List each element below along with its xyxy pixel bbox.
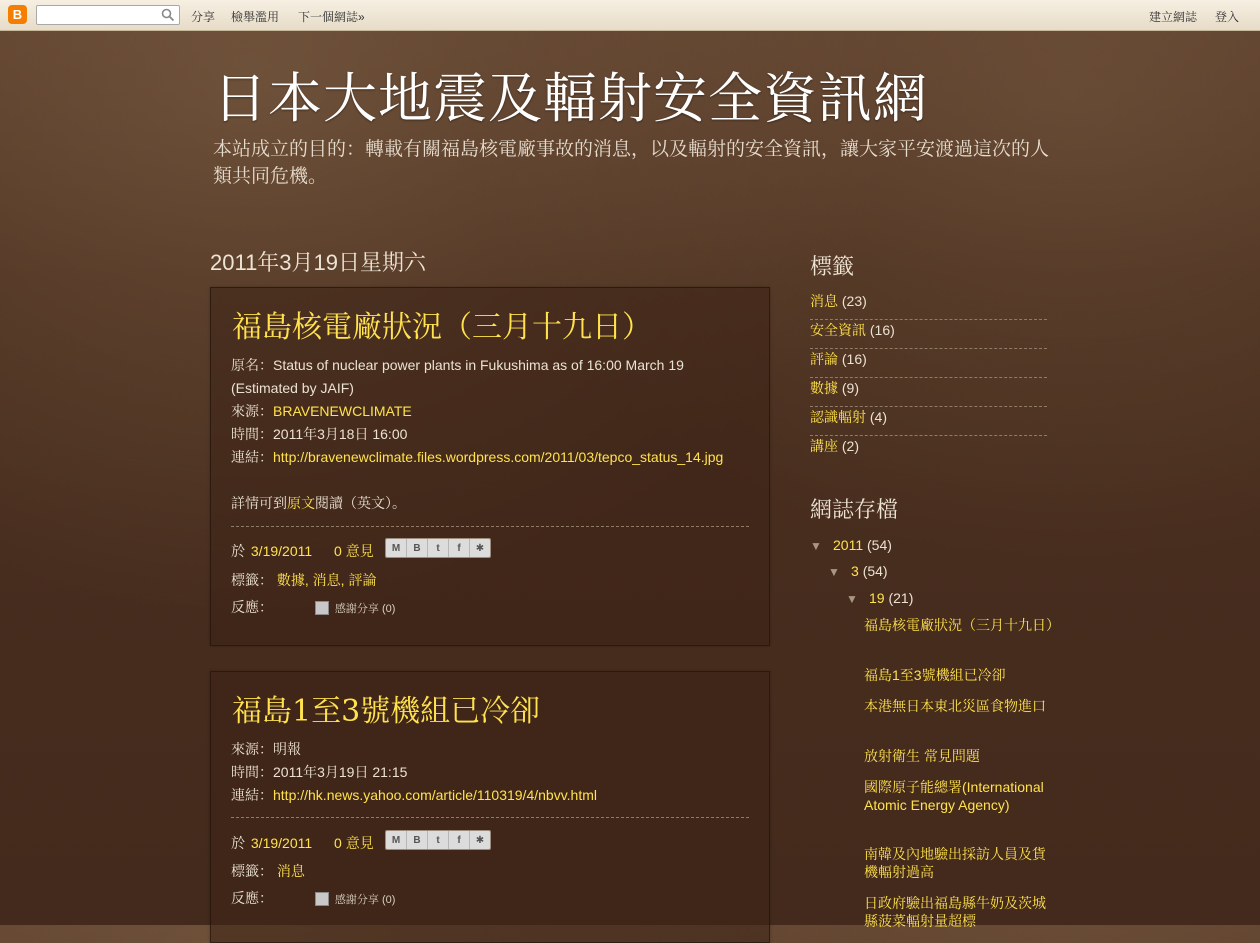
label-link[interactable]: 安全資訊 [810, 322, 866, 338]
email-icon[interactable]: M [386, 539, 407, 557]
twitter-icon[interactable]: t [428, 831, 449, 849]
archive-month-count: (54) [862, 563, 888, 579]
archive-day-link[interactable]: 19 [869, 590, 885, 606]
reactions-label: 反應： [231, 890, 273, 906]
archive-post-link[interactable]: 福島核電廠狀況（三月十九日） [864, 617, 1060, 633]
source-value: 明報 [273, 741, 301, 757]
share-link[interactable]: 分享 [191, 10, 216, 24]
reaction-checkbox[interactable] [315, 892, 329, 906]
blogger-navbar [0, 0, 1260, 31]
twitter-icon[interactable]: t [428, 539, 449, 557]
blogthis-icon[interactable]: B [407, 831, 428, 849]
date-header: 2011年3月19日星期六 [210, 250, 427, 275]
label-item [810, 320, 1047, 349]
archive-post-link[interactable]: 南韓及內地驗出採訪人員及貨機輻射過高 [864, 846, 1046, 880]
original-name-text-cont: (Estimated by JAIF) [231, 380, 354, 396]
detail-text: 詳情可到 [231, 495, 287, 511]
detail-text-end: 閱讀（英文）。 [315, 495, 406, 511]
link-label: 連結： [231, 449, 273, 465]
reaction-text: 感謝分享 (0) [334, 894, 396, 906]
post-date-link[interactable]: 3/19/2011 [250, 543, 313, 559]
post-date-link[interactable]: 3/19/2011 [250, 835, 313, 851]
label-count: (9) [841, 380, 860, 396]
search-input[interactable] [36, 5, 180, 25]
post-footer-date [231, 541, 374, 561]
comments-link[interactable]: 0 意見 [334, 835, 374, 851]
label-item [810, 407, 1047, 436]
post-body [231, 738, 756, 807]
time-value: 2011年3月18日 16:00 [273, 426, 408, 442]
facebook-icon[interactable]: f [449, 539, 470, 557]
source-link[interactable]: BRAVENEWCLIMATE [273, 403, 412, 419]
label-link[interactable]: 認識輻射 [810, 409, 866, 425]
collapse-triangle-icon[interactable]: ▼ [846, 592, 858, 606]
blogthis-icon[interactable]: B [407, 539, 428, 557]
label-item [810, 378, 1047, 407]
post-body [231, 354, 756, 515]
post-divider [231, 526, 749, 527]
label-link[interactable]: 講座 [810, 438, 838, 454]
report-abuse-link[interactable]: 檢舉濫用 [231, 10, 280, 24]
post-title[interactable]: 福島核電廠狀況（三月十九日） [232, 310, 652, 345]
label-link[interactable]: 消息 [810, 293, 838, 309]
post-reactions [231, 597, 395, 617]
labels-label: 標籤： [231, 863, 273, 879]
post-footer-date [231, 833, 374, 853]
post-labels-links[interactable]: 數據, 消息, 評論 [276, 572, 377, 588]
original-name-text: Status of nuclear power plants in Fukushima as of 16:00 March 19 [273, 357, 684, 373]
archive-heading: 網誌存檔 [810, 497, 899, 522]
label-link[interactable]: 評論 [810, 351, 838, 367]
collapse-triangle-icon[interactable]: ▼ [810, 539, 822, 553]
label-item [810, 349, 1047, 378]
buzz-icon[interactable]: ✱ [470, 831, 490, 849]
archive-post-link[interactable]: 福島1至3號機組已冷卻 [864, 667, 1006, 683]
time-label: 時間： [231, 426, 273, 442]
label-count: (2) [841, 438, 860, 454]
source-label: 來源： [231, 403, 273, 419]
label-link[interactable]: 數據 [810, 380, 838, 396]
archive-month [828, 563, 888, 579]
next-blog-link[interactable]: 下一個網誌» [298, 10, 365, 24]
post-title[interactable]: 福島1至3號機組已冷卻 [232, 694, 541, 729]
archive-day-count: (21) [888, 590, 914, 606]
time-value: 2011年3月19日 21:15 [273, 764, 408, 780]
email-icon[interactable]: M [386, 831, 407, 849]
archive-day [846, 590, 913, 606]
blog-description: 本站成立的目的：轉載有關福島核電廠事故的消息，以及輻射的安全資訊，讓大家平安渡過這次的人類共同危機。 [213, 139, 1050, 187]
post-labels-links[interactable]: 消息 [276, 863, 305, 879]
at-label: 於 [231, 543, 245, 559]
sign-in-link[interactable]: 登入 [1215, 10, 1240, 24]
post-card [210, 287, 770, 646]
post-divider [231, 817, 749, 818]
label-item [810, 291, 1047, 320]
archive-post-link[interactable]: 日政府驗出福島縣牛奶及茨城縣菠菜輻射量超標 [864, 895, 1046, 929]
reaction-checkbox[interactable] [315, 601, 329, 615]
archive-post-link[interactable]: 國際原子能總署(International Atomic Energy Agency) [864, 779, 1044, 813]
post-reactions [231, 888, 395, 908]
post-labels [231, 570, 376, 590]
archive-year-count: (54) [867, 537, 892, 553]
label-count: (16) [869, 322, 895, 338]
article-link[interactable]: http://bravenewclimate.files.wordpress.com/2011/03/tepco_status_14.jpg [273, 449, 724, 465]
facebook-icon[interactable]: f [449, 831, 470, 849]
collapse-triangle-icon[interactable]: ▼ [828, 565, 840, 579]
archive-year [810, 537, 892, 553]
share-buttons [385, 830, 491, 850]
at-label: 於 [231, 835, 245, 851]
archive-post-link[interactable]: 放射衛生 常見問題 [864, 748, 980, 764]
create-blog-link[interactable]: 建立網誌 [1149, 10, 1198, 24]
label-count: (4) [869, 409, 888, 425]
time-label: 時間： [231, 764, 273, 780]
comments-link[interactable]: 0 意見 [334, 543, 374, 559]
label-count: (16) [841, 351, 867, 367]
label-count: (23) [841, 293, 867, 309]
original-name-label: 原名： [231, 357, 273, 373]
blogger-logo-icon[interactable]: B [8, 5, 27, 24]
archive-month-link[interactable]: 3 [851, 563, 859, 579]
link-label: 連結： [231, 787, 273, 803]
article-link[interactable]: http://hk.news.yahoo.com/article/110319/4/nbvv.html [273, 787, 597, 803]
blog-title[interactable]: 日本大地震及輻射安全資訊網 [213, 67, 928, 130]
post-labels [231, 861, 305, 881]
post-card [210, 671, 770, 943]
label-item [810, 436, 1047, 464]
source-label: 來源： [231, 741, 273, 757]
reactions-label: 反應： [231, 599, 273, 615]
reaction-text: 感謝分享 (0) [334, 603, 396, 615]
search-icon[interactable] [161, 8, 175, 22]
labels-heading: 標籤 [810, 254, 855, 279]
archive-post-link[interactable]: 本港無日本東北災區食物進口 [864, 698, 1046, 714]
archive-year-link[interactable]: 2011 [833, 537, 864, 553]
buzz-icon[interactable]: ✱ [470, 539, 490, 557]
labels-label: 標籤： [231, 572, 273, 588]
original-article-link[interactable]: 原文 [287, 495, 315, 511]
share-buttons [385, 538, 491, 558]
